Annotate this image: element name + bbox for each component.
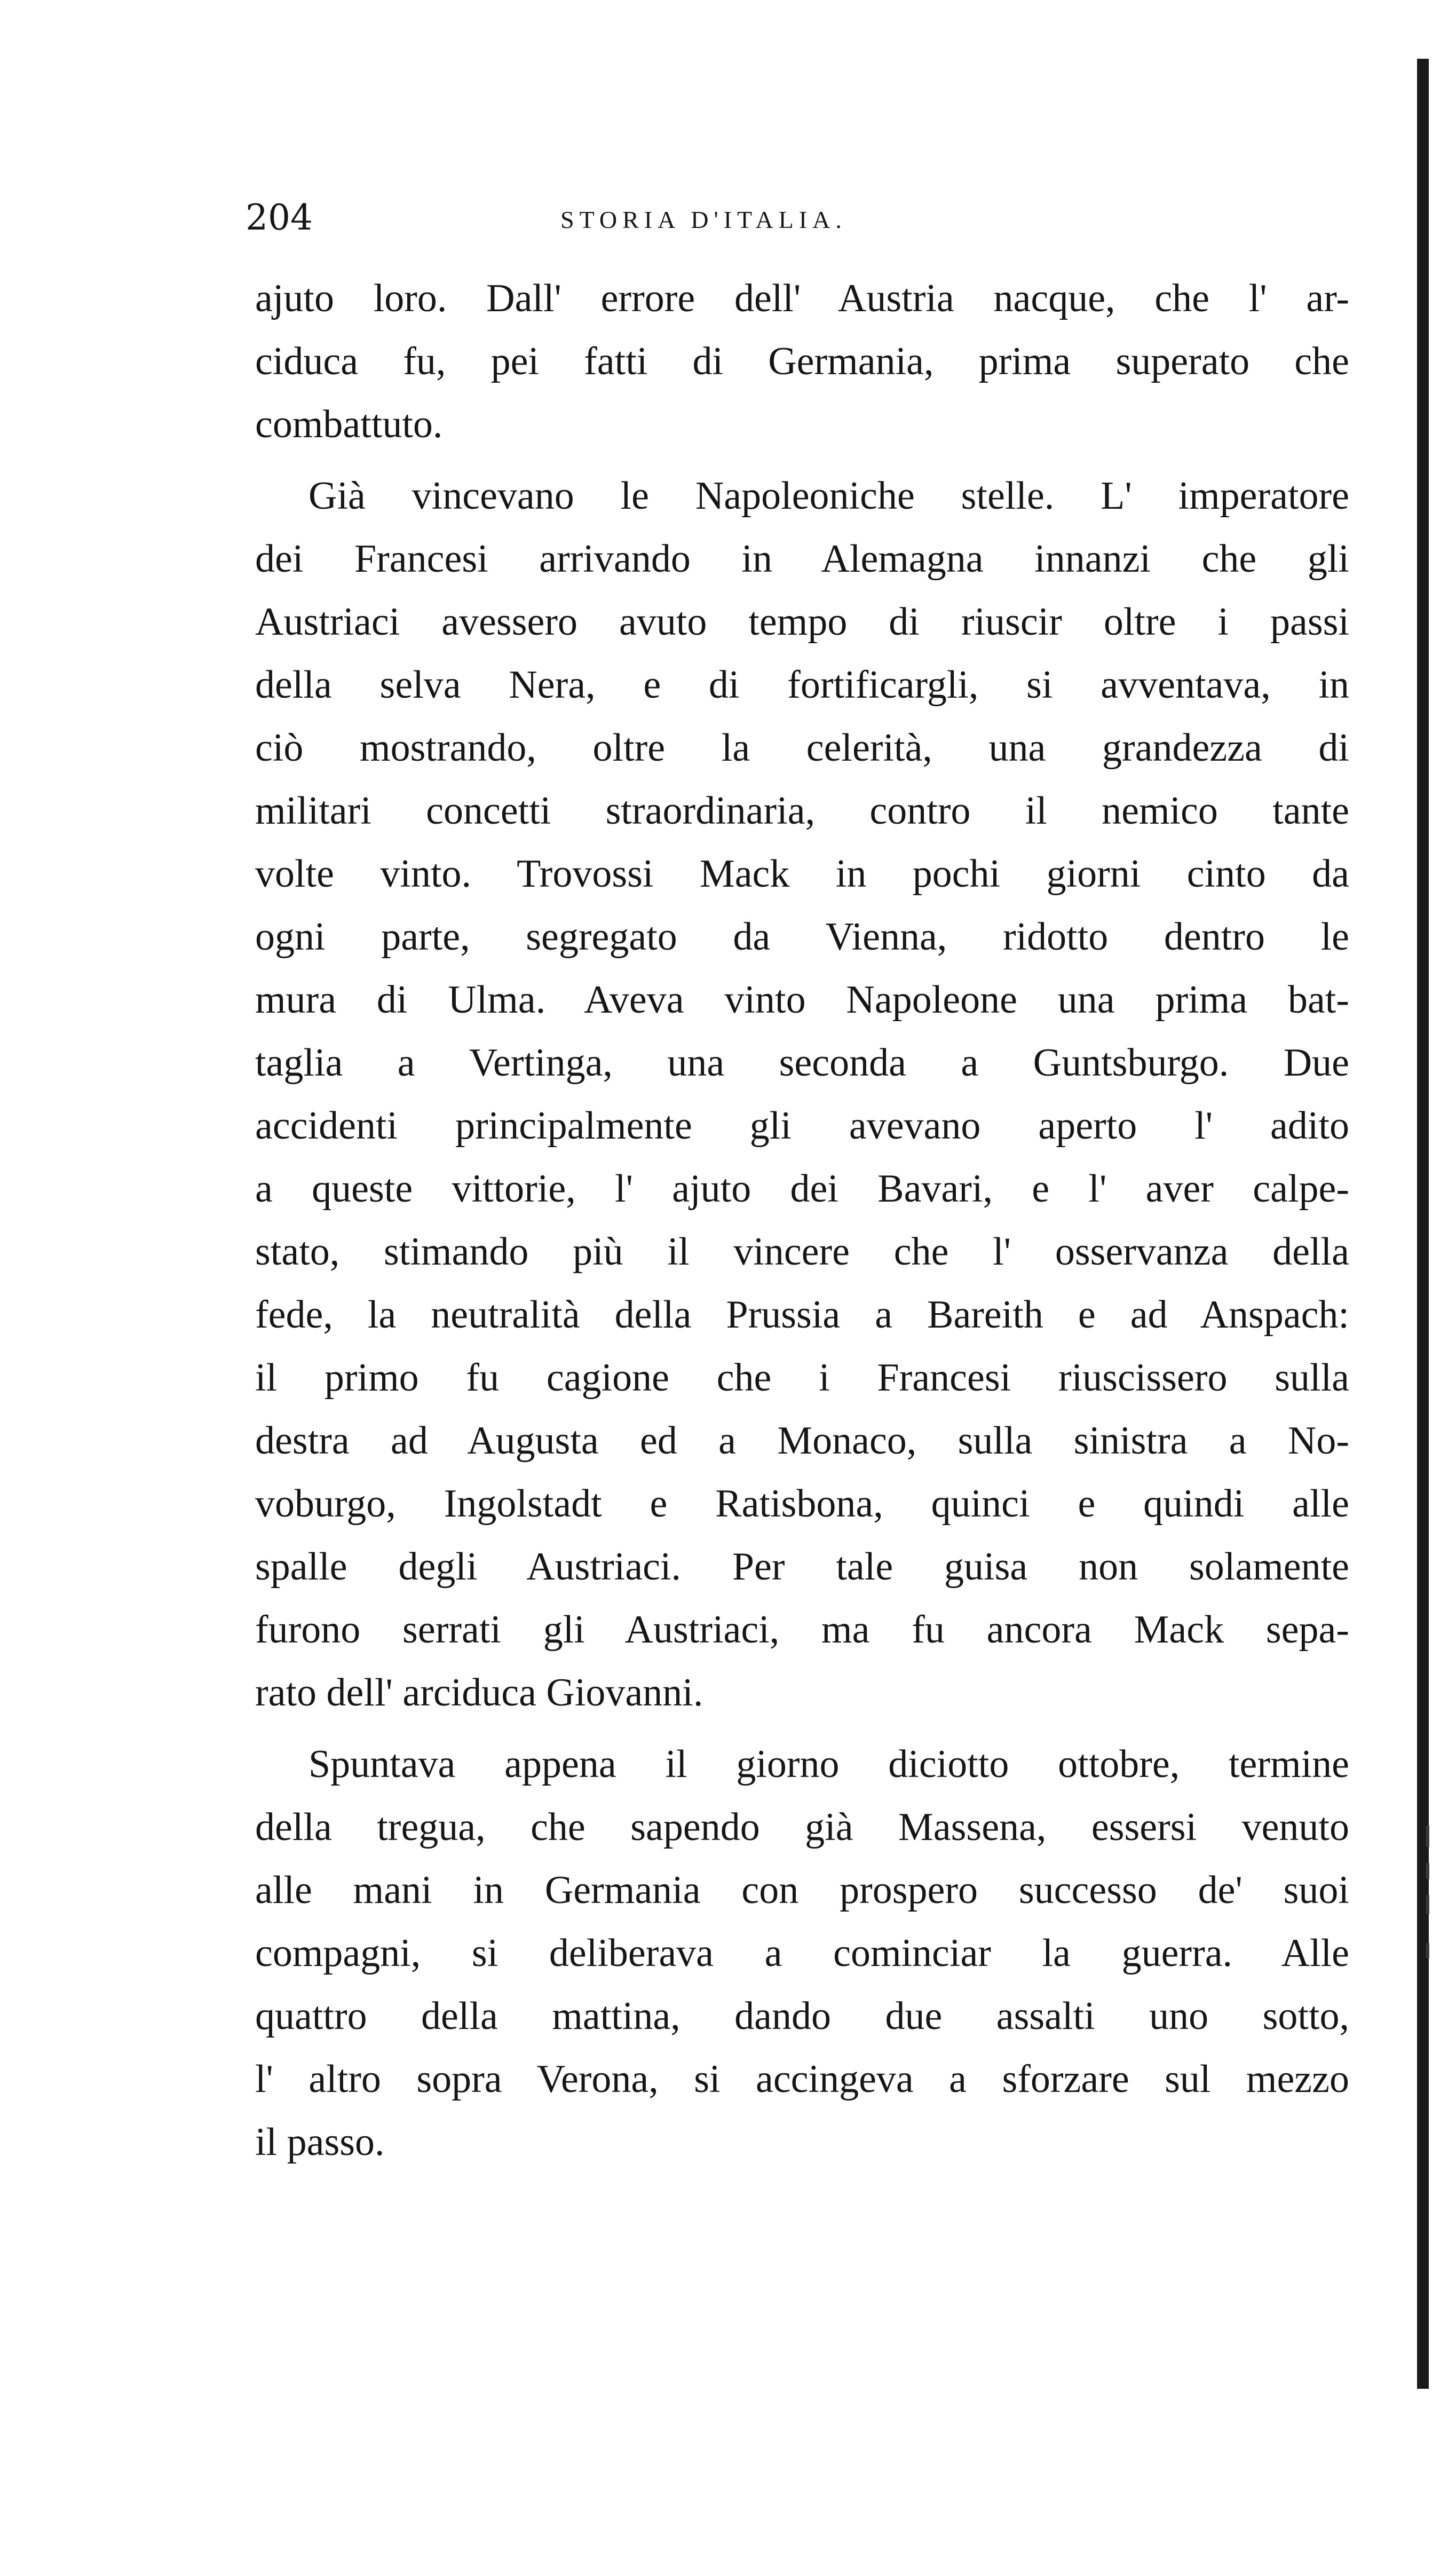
text-line: accidenti principalmente gli avevano aperto l' adito: [255, 1104, 1349, 1148]
text-line: ciduca fu, pei fatti di Germania, prima superato che: [255, 340, 1349, 383]
text-line: ogni parte, segregato da Vienna, ridotto dentro le: [255, 915, 1349, 959]
text-line: combattuto.: [255, 402, 443, 446]
text-line: il passo.: [255, 2120, 385, 2164]
page-edge-rule: [1417, 59, 1429, 2389]
page-header: [246, 196, 1153, 239]
edge-mark: [1426, 1895, 1429, 1914]
paragraph-1: [255, 267, 1349, 456]
text-line: voburgo, Ingolstadt e Ratisbona, quinci e quindi alle: [255, 1482, 1349, 1526]
paragraph-3: [255, 1733, 1349, 2174]
text-line: stato, stimando più il vincere che l' osservanza della: [255, 1230, 1349, 1274]
text-line: il primo fu cagione che i Francesi riuscissero sulla: [255, 1356, 1349, 1400]
text-line: volte vinto. Trovossi Mack in pochi giorni cinto da: [255, 852, 1349, 896]
text-line: l' altro sopra Verona, si accingeva a sforzare sul mezzo: [255, 2057, 1349, 2101]
page-number: 204: [246, 197, 313, 238]
edge-mark: [1426, 1826, 1429, 1847]
text-line: spalle degli Austriaci. Per tale guisa non solamente: [255, 1545, 1349, 1589]
text-line: Già vincevano le Napoleoniche stelle. L' imperatore: [308, 474, 1349, 518]
text-line: della tregua, che sapendo già Massena, essersi venuto: [255, 1805, 1349, 1849]
text-line: destra ad Augusta ed a Monaco, sulla sinistra a No-: [255, 1419, 1349, 1463]
text-line: dei Francesi arrivando in Alemagna innanzi che gli: [255, 537, 1349, 581]
text-line: rato dell' arciduca Giovanni.: [255, 1671, 703, 1715]
text-line: Austriaci avessero avuto tempo di riuscir oltre i passi: [255, 600, 1349, 644]
text-line: ciò mostrando, oltre la celerità, una grandezza di: [255, 726, 1349, 770]
text-line: mura di Ulma. Aveva vinto Napoleone una prima bat-: [255, 978, 1349, 1022]
edge-mark: [1426, 1863, 1429, 1879]
paragraph-gap: [255, 1724, 1349, 1733]
paragraph-2: [255, 464, 1349, 1724]
text-line: della selva Nera, e di fortificargli, si avventava, in: [255, 663, 1349, 707]
text-line: fede, la neutralità della Prussia a Bareith e ad Anspach:: [255, 1293, 1349, 1337]
running-head: STORIA D'ITALIA.: [560, 206, 847, 233]
text-line: alle mani in Germania con prospero successo de' suoi: [255, 1868, 1349, 1912]
text-line: Spuntava appena il giorno diciotto ottobre, termine: [308, 1742, 1349, 1786]
text-line: taglia a Vertinga, una seconda a Guntsburgo. Due: [255, 1041, 1349, 1085]
text-line: compagni, si deliberava a cominciar la guerra. Alle: [255, 1931, 1349, 1975]
text-line: ajuto loro. Dall' errore dell' Austria nacque, che l' ar-: [255, 277, 1349, 320]
body-text: [255, 267, 1349, 2174]
text-line: furono serrati gli Austriaci, ma fu ancora Mack sepa-: [255, 1608, 1349, 1652]
text-line: militari concetti straordinaria, contro il nemico tante: [255, 789, 1349, 833]
edge-mark: [1426, 1943, 1429, 1958]
text-line: a queste vittorie, l' ajuto dei Bavari, e l' aver calpe-: [255, 1167, 1349, 1211]
paragraph-gap: [255, 456, 1349, 464]
text-line: quattro della mattina, dando due assalti uno sotto,: [255, 1994, 1349, 2038]
